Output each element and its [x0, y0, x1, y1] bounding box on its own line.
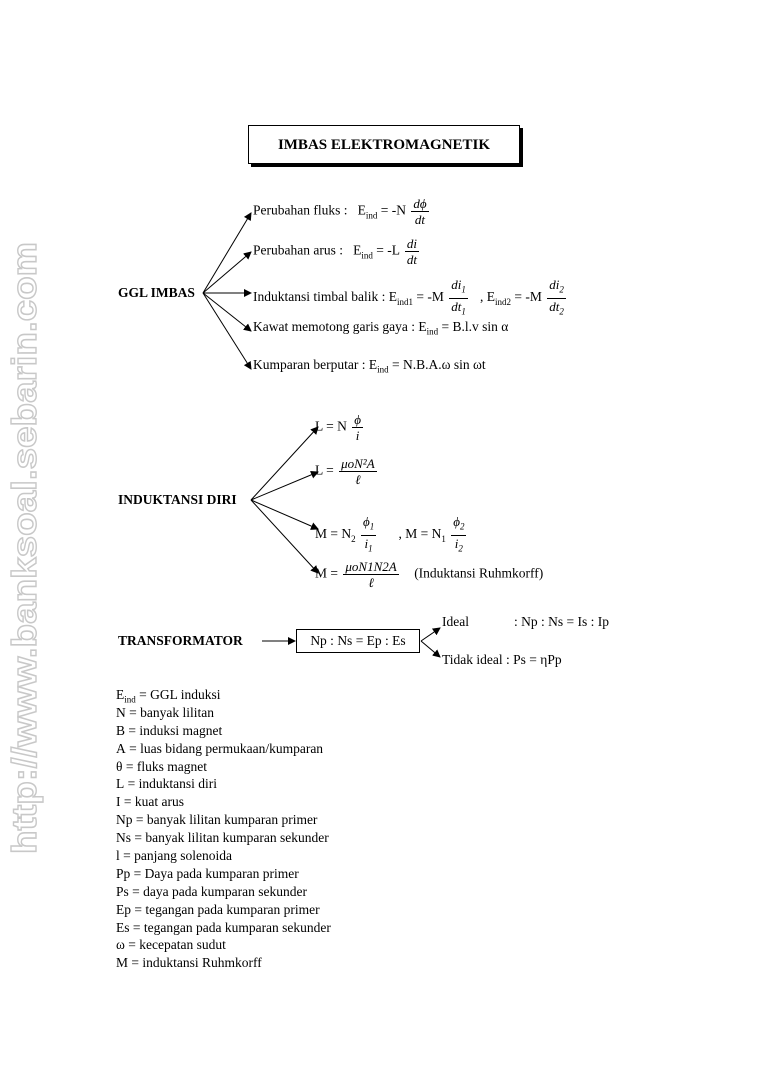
ggl-heading: GGL IMBAS — [118, 285, 195, 300]
arus-rhs: = -L — [376, 242, 400, 258]
legend-item — [116, 954, 331, 972]
legend-description: = panjang solenoida — [123, 848, 232, 864]
arus-label: Perubahan arus : — [253, 242, 343, 258]
arrow-ind-f3 — [251, 500, 318, 529]
arus-lhs: E — [353, 242, 362, 258]
legend-item — [116, 758, 331, 776]
legend-description: = induktansi Ruhmkorff — [131, 955, 262, 971]
legend-description: = induktansi diri — [127, 776, 217, 792]
legend-description: = kecepatan sudut — [128, 937, 226, 953]
legend-symbol: N — [116, 704, 126, 720]
legend-description: = daya pada kumparan sekunder — [132, 883, 307, 899]
legend-item — [116, 936, 331, 954]
legend-list — [116, 686, 331, 972]
legend-symbol: Pp — [116, 865, 131, 881]
arrow-trafo-ideal — [421, 628, 440, 641]
transformator-box: Np : Ns = Ep : Es — [296, 629, 420, 653]
legend-item — [116, 704, 331, 722]
flux-lhs-sub: ind — [365, 210, 378, 221]
arrow-ind-f4 — [251, 500, 318, 573]
legend-symbol: L — [116, 776, 125, 792]
legend-item — [116, 686, 331, 704]
legend-item — [116, 740, 331, 758]
legend-item — [116, 901, 331, 919]
flux-lhs: E — [357, 202, 366, 218]
flux-fraction: $\frac{d\phi}{dt}$ — [413, 196, 427, 227]
legend-symbol: Ps — [116, 883, 129, 899]
arrow-ggl-flux — [203, 213, 251, 293]
induktansi-formula-1: L = N $\frac{\phi}{i}$ — [315, 412, 361, 443]
ggl-timbal-formula: Induktansi timbal balik : $E_{ind1} = -M$ $\frac{di_1}{dt_1}$ , $E_{ind2} = -M$ $\frac{di_2}{dt_2}$ — [253, 277, 568, 319]
legend-item — [116, 847, 331, 865]
transformator-ideal: Ideal : Np : Ns = Is : Ip — [442, 614, 609, 629]
page-title: IMBAS ELEKTROMAGNETIK — [248, 125, 520, 164]
arrow-ggl-arus — [203, 252, 251, 293]
legend-symbol: Ep — [116, 901, 131, 917]
legend-item — [116, 865, 331, 883]
arrow-ind-f1 — [251, 427, 318, 500]
legend-description: = tegangan pada kumparan primer — [134, 901, 320, 917]
legend-item — [116, 829, 331, 847]
legend-symbol: E — [116, 687, 125, 702]
legend-symbol: B — [116, 722, 126, 738]
timbal-fraction-1: $\frac{di_1}{dt_1}$ — [451, 277, 466, 317]
legend-item — [116, 919, 331, 937]
legend-item — [116, 722, 331, 740]
timbal-fraction-2: $\frac{di_2}{dt_2}$ — [549, 277, 564, 317]
arrow-trafo-tidak — [421, 641, 440, 657]
ggl-arus-formula — [253, 236, 421, 267]
legend-description: = banyak lilitan kumparan sekunder — [134, 830, 329, 846]
flux-label: Perubahan fluks : — [253, 202, 348, 218]
ggl-kumparan-formula: Kumparan berputar : $E_{ind} = N.B.A.\omega$ sin ωt — [253, 357, 486, 375]
transformator-heading: TRANSFORMATOR — [118, 633, 243, 648]
arus-lhs-sub: ind — [361, 250, 373, 261]
induktansi-heading: INDUKTANSI DIRI — [118, 492, 237, 507]
legend-description: = GGL induksi — [139, 687, 221, 702]
legend-item — [116, 811, 331, 829]
legend-symbol: M — [116, 955, 129, 971]
legend-description: = banyak lilitan kumparan primer — [135, 812, 318, 828]
induktansi-formula-2: L = $\frac{\text{μoN²A}}{\text{ℓ}}$ — [315, 456, 375, 487]
legend-symbol: θ — [116, 758, 123, 774]
legend-symbol-sub: ind — [124, 694, 136, 705]
legend-description: = kuat arus — [123, 794, 184, 810]
arrow-ind-f2 — [251, 472, 318, 500]
timbal-label: Induktansi timbal balik : — [253, 289, 386, 305]
ggl-kawat-formula: Kawat memotong garis gaya : $E_{ind} = B.l.v$ sin α — [253, 319, 509, 337]
legend-description: = induksi magnet — [128, 722, 223, 738]
legend-description: = Daya pada kumparan primer — [133, 865, 299, 881]
ggl-flux-formula — [253, 196, 431, 227]
legend-symbol: l — [116, 848, 120, 864]
flux-rhs: = -N — [380, 202, 406, 218]
watermark-text: http://www.banksoal.sebarin.com — [6, 314, 44, 854]
induktansi-formula-3: $M = N_2$ $\frac{\phi_1}{i_1}$ , $M = N_1$ $\frac{\phi_2}{i_2}$ — [315, 514, 465, 554]
legend-symbol: ω — [116, 937, 125, 953]
legend-description: = luas bidang permukaan/kumparan — [129, 740, 324, 756]
legend-item — [116, 775, 331, 793]
legend-symbol: A — [116, 740, 126, 756]
legend-item — [116, 883, 331, 901]
arrow-ggl-kawat — [203, 293, 251, 331]
legend-description: = fluks magnet — [125, 758, 207, 774]
legend-item — [116, 793, 331, 811]
legend-description: = tegangan pada kumparan sekunder — [132, 919, 331, 935]
legend-symbol: I — [116, 794, 121, 810]
legend-symbol: Es — [116, 919, 130, 935]
induktansi-formula-4: M = $\frac{\text{μoN1N2A}}{\text{ℓ}}$ (Induktansi Ruhmkorff) — [315, 559, 544, 590]
arus-fraction: $\frac{di}{dt}$ — [406, 236, 417, 267]
legend-symbol: Ns — [116, 830, 132, 846]
legend-symbol: Np — [116, 812, 133, 828]
legend-description: = banyak lilitan — [129, 704, 214, 720]
transformator-tidak-ideal: Tidak ideal : Ps = ηPp — [442, 652, 562, 667]
arrow-ggl-kumparan — [203, 293, 251, 369]
